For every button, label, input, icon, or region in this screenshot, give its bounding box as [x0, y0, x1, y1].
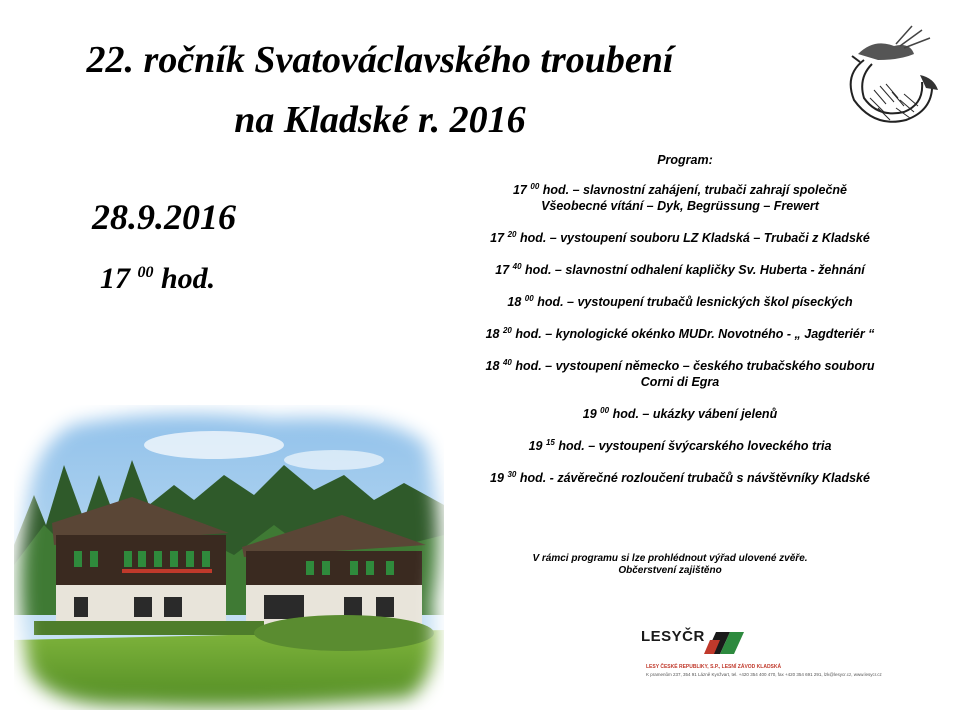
- program-item-minutes: 30: [507, 469, 517, 479]
- program-heading: Program:: [657, 153, 713, 167]
- program: [420, 152, 940, 502]
- program-item-text: hod. - závěrečné rozloučení trubačů s návštěvníky Kladské: [519, 471, 870, 485]
- note-line-1: V rámci programu si lze prohlédnout výřad ulovené zvěře.: [532, 553, 808, 564]
- program-item-hour: 18: [485, 327, 500, 341]
- program-item-text: hod. – ukázky vábení jelenů: [612, 407, 778, 421]
- program-item-line-2: Všeobecné vítání – Dyk, Begrüssung – Frewert: [541, 199, 819, 213]
- program-item-line-1: [420, 406, 940, 422]
- program-item-text: hod. – kynologické okénko MUDr. Novotného - „ Jagdteriér “: [515, 327, 875, 341]
- program-item: [420, 438, 940, 454]
- program-item-minutes: 40: [512, 261, 522, 271]
- hunting-horn-illustration: [834, 20, 942, 135]
- program-item-line-1: [420, 294, 940, 310]
- program-item-text: hod. – vystoupení německo – českého trubačského souboru: [515, 359, 875, 373]
- program-item: [420, 470, 940, 486]
- program-item-line-1: [420, 262, 940, 278]
- title-line-1: 22. ročník Svatováclavského troubení: [86, 39, 674, 81]
- program-item-text: hod. – vystoupení trubačů lesnických škol píseckých: [537, 295, 853, 309]
- program-item-hour: 17: [490, 231, 505, 245]
- program-item-hour: 18: [507, 295, 522, 309]
- program-item-line-1: [420, 470, 940, 486]
- program-item-minutes: 00: [524, 293, 534, 303]
- program-item-hour: 19: [582, 407, 597, 421]
- program-item: [420, 262, 940, 278]
- program-item-hour: 17: [512, 183, 527, 197]
- lodge-photo: [14, 405, 444, 710]
- program-item: [420, 326, 940, 342]
- program-item-text: hod. – vystoupení švýcarského loveckého tria: [558, 439, 832, 453]
- program-item-minutes: 00: [530, 181, 540, 191]
- event-date: 28.9.2016: [92, 197, 236, 237]
- program-item: [420, 182, 940, 214]
- program-item-minutes: 00: [600, 405, 610, 415]
- program-item-line-1: [420, 230, 940, 246]
- event-time-suffix: hod.: [161, 262, 216, 295]
- logo-line-1: LESY ČESKÉ REPUBLIKY, S.P., LESNÍ ZÁVOD KLADSKÁ: [646, 664, 782, 670]
- program-item-line-1: [420, 358, 940, 374]
- program-item-line-2: Corni di Egra: [640, 375, 720, 389]
- event-time-hour: 17: [100, 262, 130, 295]
- program-item-hour: 19: [528, 439, 543, 453]
- program-item-hour: 17: [495, 263, 510, 277]
- program-item-line-1: [420, 438, 940, 454]
- lesy-cr-logo-mark: [704, 632, 744, 654]
- program-item-hour: 18: [485, 359, 500, 373]
- note-line-2: Občerstvení zajištěno: [618, 565, 722, 576]
- title-line-2: na Kladské r. 2016: [234, 99, 526, 141]
- note: [495, 553, 845, 577]
- program-item-hour: 19: [490, 471, 504, 485]
- program-item-minutes: 40: [502, 357, 512, 367]
- program-item: [420, 294, 940, 310]
- program-item-text: hod. – slavnostní odhalení kapličky Sv. Huberta - žehnání: [525, 263, 865, 277]
- program-item-minutes: 15: [545, 437, 555, 447]
- program-item-text: hod. – vystoupení souboru LZ Kladská – Trubači z Kladské: [519, 231, 870, 245]
- program-item: [420, 358, 940, 390]
- program-item-minutes: 20: [502, 325, 512, 335]
- program-item-text: hod. – slavnostní zahájení, trubači zahrají společně: [542, 183, 848, 197]
- program-item: [420, 406, 940, 422]
- event-time-minutes: 00: [137, 264, 154, 281]
- logo-line-2: K pramenům 237, 354 91 Lázně Kynžvart, tel. +420 354 400 470, fax +420 354 691 291, lzk@lesycr.cz, www.lesycr.cz: [646, 672, 882, 677]
- logo-name: LESYČR: [641, 628, 705, 645]
- program-item-line-1: [420, 182, 940, 198]
- program-item-minutes: 20: [507, 229, 517, 239]
- program-item-line-1: [420, 326, 940, 342]
- program-list: [420, 182, 940, 486]
- program-item: [420, 230, 940, 246]
- event-time: [100, 262, 215, 296]
